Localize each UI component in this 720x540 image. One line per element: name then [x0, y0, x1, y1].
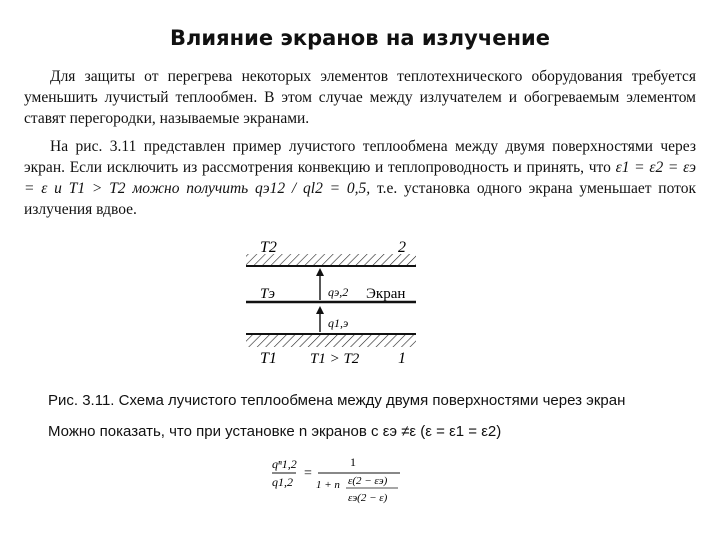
- paragraph-2-tail: т.е. установка одного экрана уменьшает поток излучения вдвое.: [24, 180, 696, 218]
- paragraph-1: [24, 66, 696, 129]
- label-screen: Экран: [366, 286, 406, 302]
- page-title: Влияние экранов на излучение: [170, 26, 550, 50]
- figure-caption: Рис. 3.11. Схема лучистого теплообмена между двумя поверхностями через экран: [48, 392, 626, 409]
- label-surface-2: 2: [398, 239, 406, 256]
- formula-inner-denominator: εэ(2 − ε): [348, 492, 388, 504]
- n-screens-formula: [268, 448, 418, 518]
- label-q-e2: qэ,2: [328, 285, 349, 299]
- paragraph-2: [24, 136, 696, 220]
- paragraph-1-text: Для защиты от перегрева некоторых элементов теплотехнического оборудования требуется уменьшить лучистый теплообмен. В этом случае между излучателем и обогреваемым элементом ставят перегородки, называемые экранами.: [24, 68, 696, 127]
- label-condition: T1 > T2: [310, 351, 360, 367]
- label-q-1e: q1,э: [328, 316, 349, 330]
- formula-equals: =: [304, 466, 312, 481]
- formula-lhs-numerator: qⁿ1,2: [272, 457, 297, 471]
- formula-one: 1: [350, 455, 356, 469]
- formula-lhs-denominator: q1,2: [272, 475, 293, 489]
- radiation-screen-diagram: [238, 230, 428, 370]
- label-t2: T2: [260, 239, 277, 256]
- paragraph-2-lead: На рис. 3.11 представлен пример лучистого теплообмена между двумя поверхностями через экран. Если исключить из рассмотрения конвекцию и теплопроводность и принять, что: [24, 138, 696, 176]
- n-screens-statement: Можно показать, что при установке n экранов с εэ ≠ε (ε = ε1 = ε2): [48, 423, 502, 440]
- label-te: Tэ: [260, 286, 275, 302]
- paragraph-2-equation: ε1 = ε2 = εэ = ε и T1 > T2 можно получить qэ12 / ql2 = 0,5,: [24, 159, 697, 197]
- label-surface-1: 1: [398, 350, 406, 367]
- formula-denominator: 1 + n: [316, 479, 340, 491]
- formula-inner-numerator: ε(2 − εэ): [348, 475, 388, 487]
- bottom-surface: [246, 335, 416, 347]
- label-t1: T1: [260, 350, 277, 367]
